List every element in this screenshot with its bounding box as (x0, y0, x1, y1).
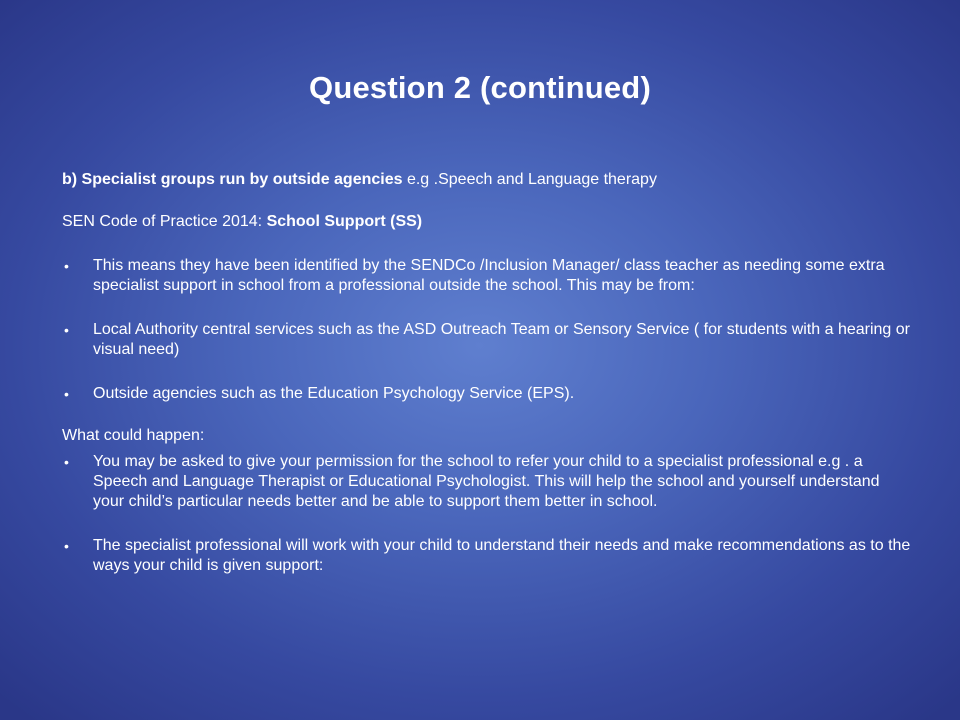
specialist-groups-bold: b) Specialist groups run by outside agencies (62, 171, 403, 188)
bullet-item (62, 320, 912, 360)
what-could-happen-heading: What could happen: (62, 427, 205, 444)
bullet-item (62, 452, 912, 512)
slide-title: Question 2 (continued) (309, 70, 651, 105)
specialist-groups-line (62, 170, 912, 190)
bullet-icon: • (64, 258, 69, 274)
slide-body (62, 170, 912, 600)
bullet-text: The specialist professional will work with your child to understand their needs and make recommendations as to the ways your child is given support: (93, 537, 911, 574)
code-of-practice-line (62, 212, 912, 232)
code-of-practice-prefix: SEN Code of Practice 2014: (62, 213, 267, 230)
bullet-icon: • (64, 454, 69, 470)
bullet-text: Outside agencies such as the Education Psychology Service (EPS). (93, 385, 575, 402)
specialist-groups-rest: e.g .Speech and Language therapy (402, 171, 657, 188)
bullet-text: Local Authority central services such as the ASD Outreach Team or Sensory Service ( for students with a hearing or visual need) (93, 321, 910, 358)
bullet-icon: • (64, 322, 69, 338)
bullet-icon: • (64, 538, 69, 554)
bullet-icon: • (64, 386, 69, 402)
bullet-text: You may be asked to give your permission for the school to refer your child to a specialist professional e.g . a Speech and Language Therapist or Educational Psychologist. This will help the school and yourself understand your child’s particular needs better and be able to support them better in school. (93, 453, 880, 510)
bullet-item (62, 256, 912, 296)
school-support-bold: School Support (SS) (266, 213, 423, 230)
bullet-item (62, 536, 912, 576)
bullet-text: This means they have been identified by the SENDCo /Inclusion Manager/ class teacher as needing some extra specialist support in school from a professional outside the school. This may be from: (93, 257, 885, 294)
bullet-item (62, 384, 912, 404)
